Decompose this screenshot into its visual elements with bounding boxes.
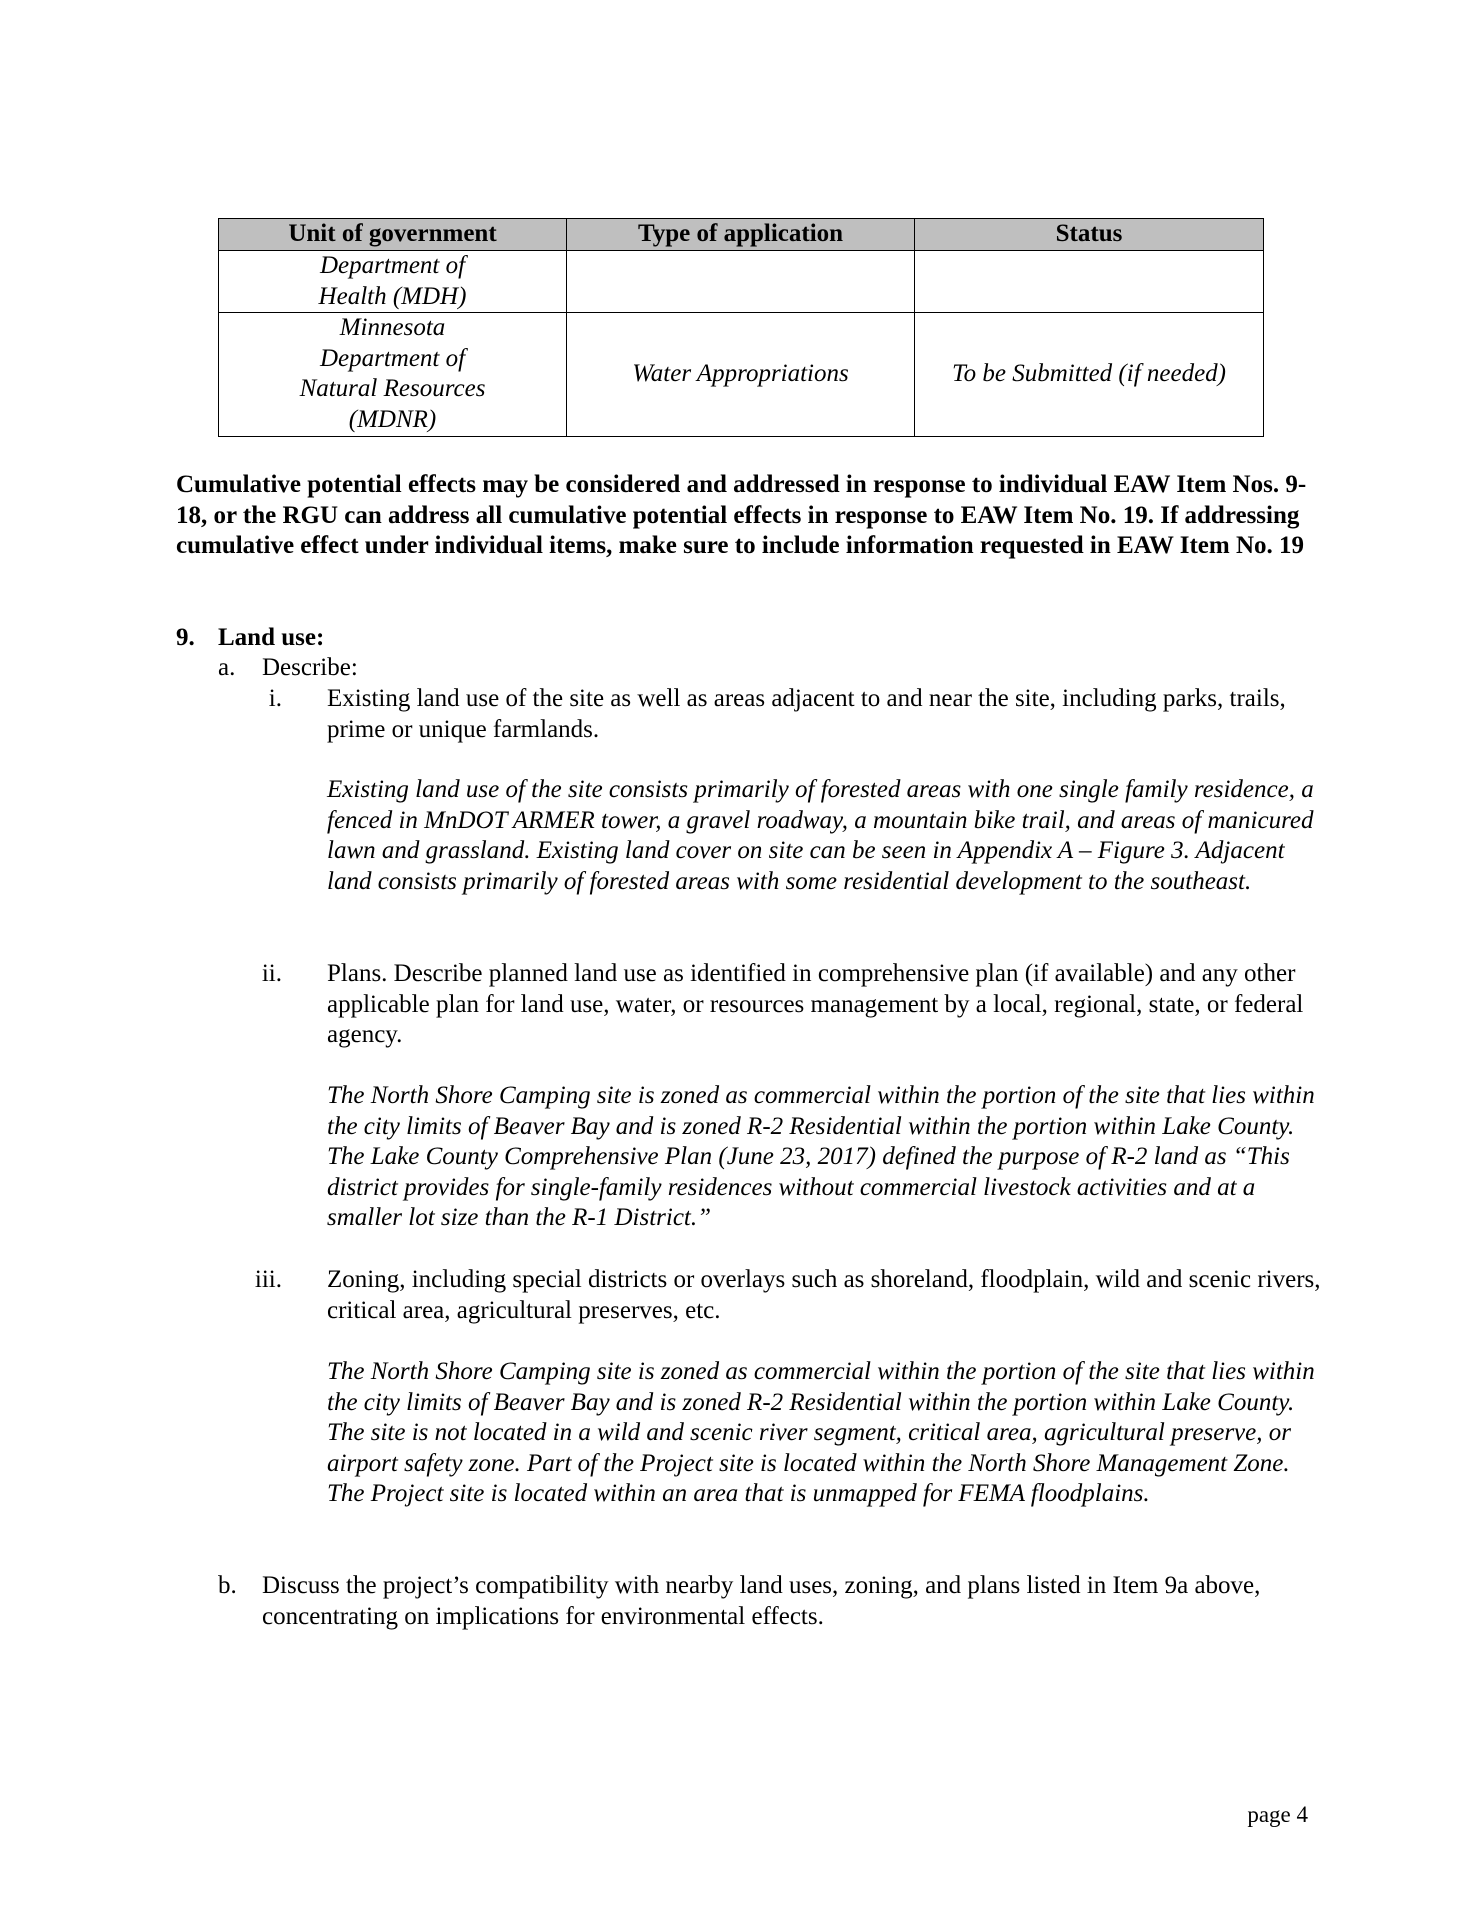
item-title: Land use:: [218, 624, 325, 651]
table-row: [219, 313, 1264, 436]
roman-marker-iii: iii.: [254, 1266, 282, 1293]
table-row: [219, 251, 1264, 313]
sub-item-label-a: Describe:: [262, 654, 358, 681]
item-number: 9.: [176, 624, 195, 651]
cell-line: Health (MDH): [318, 282, 467, 310]
sub-item-marker-b: b.: [218, 1572, 237, 1599]
cell-status: To be Submitted (if needed): [915, 313, 1264, 436]
cell-status: [915, 251, 1264, 313]
question-ii: Plans. Describe planned land use as identified in comprehensive plan (if available) and any other applicable plan for land use, water, or resources management by a local, regional, state, or federal agency.: [327, 960, 1304, 1049]
cell-line: Minnesota: [339, 314, 446, 342]
sub-item-marker-a: a.: [218, 654, 236, 681]
cell-line: Natural Resources: [299, 375, 486, 403]
header-unit-of-government: Unit of government: [219, 219, 567, 251]
cell-type: [567, 251, 915, 313]
cell-type: Water Appropriations: [567, 313, 915, 436]
header-type-of-application: Type of application: [567, 219, 915, 251]
permits-table: [218, 218, 1264, 437]
cell-unit: [219, 313, 567, 436]
cell-unit: [219, 251, 567, 313]
response-i: Existing land use of the site consists primarily of forested areas with one single family residence, a fenced in MnDOT ARMER tower, a gravel roadway, a mountain bike trail, and areas of manicured lawn and grassland. Existing land cover on site can be seen in Appendix A – Figure 3. Adjacent land consists primarily of forested areas with some residential development to the southeast.: [327, 776, 1314, 895]
table-header-row: [219, 219, 1264, 251]
roman-marker-i: i.: [268, 685, 282, 712]
response-iii: The North Shore Camping site is zoned as commercial within the portion of the site that lies within the city limits of Beaver Bay and is zoned R-2 Residential within the portion within Lake County. The site is not located in a wild and scenic river segment, critical area, agricultural preserve, or airport safety zone. Part of the Project site is located within the North Shore Management Zone. The Project site is located within an area that is unmapped for FEMA floodplains.: [327, 1358, 1315, 1508]
cell-line: (MDNR): [348, 405, 437, 433]
question-i: Existing land use of the site as well as areas adjacent to and near the site, including parks, trails, prime or unique farmlands.: [327, 685, 1286, 743]
question-b: Discuss the project’s compatibility with nearby land uses, zoning, and plans listed in Item 9a above, concentrating on implications for environmental effects.: [262, 1572, 1261, 1630]
question-iii: Zoning, including special districts or overlays such as shoreland, floodplain, wild and scenic rivers, critical area, agricultural preserves, etc.: [327, 1266, 1321, 1324]
cell-line: Department of: [319, 344, 466, 372]
roman-marker-ii: ii.: [261, 960, 282, 987]
cell-line: Department of: [319, 252, 466, 279]
cumulative-effects-note: Cumulative potential effects may be considered and addressed in response to individual EAW Item Nos. 9-18, or the RGU can address all cumulative potential effects in response to EAW Item No. 19. If addressing cumulative effect under individual items, make sure to include information requested in EAW Item No. 19: [176, 471, 1307, 560]
header-status: Status: [915, 219, 1264, 251]
page-number: page 4: [1247, 1802, 1308, 1827]
response-ii: The North Shore Camping site is zoned as commercial within the portion of the site that lies within the city limits of Beaver Bay and is zoned R-2 Residential within the portion within Lake County. The Lake County Comprehensive Plan (June 23, 2017) defined the purpose of R-2 land as “This district provides for single-family residences without commercial livestock activities and at a smaller lot size than the R-1 District.”: [327, 1082, 1315, 1232]
